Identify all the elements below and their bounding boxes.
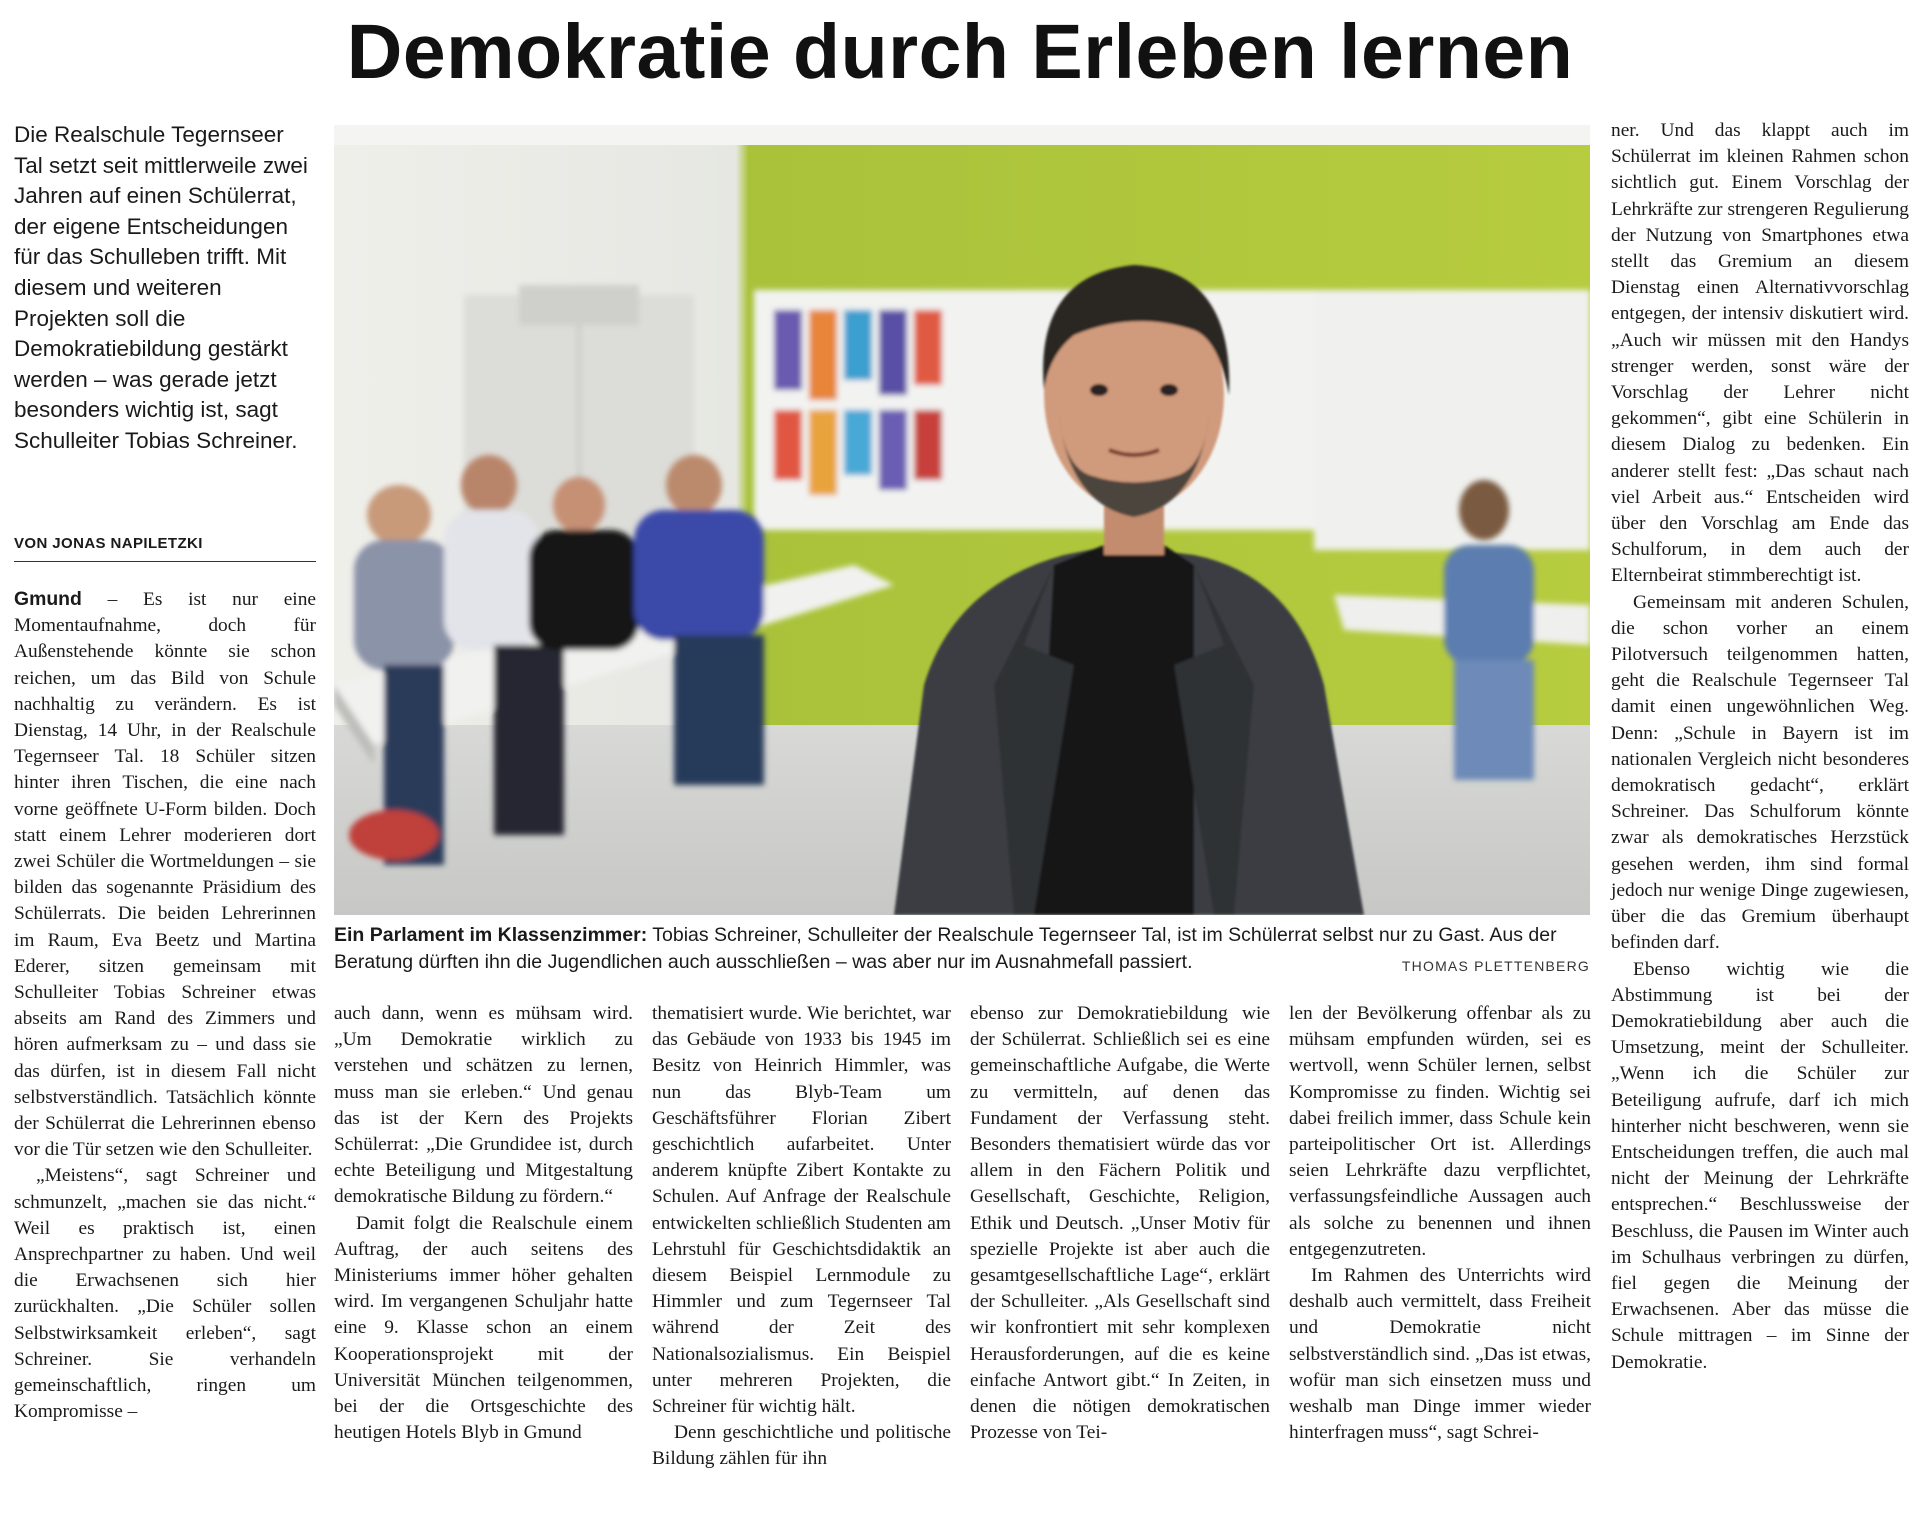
caption-text: Tobias Schreiner, Schulleiter der Realschule Tegernseer Tal, ist im Schülerrat selbst nur zu Gast. Aus der Beratung dürften ihn die Jugendlichen auch ausschließen – was aber nur im Ausnahmefall passiert. [334, 924, 1557, 973]
paragraph: „Meistens“, sagt Schreiner und schmunzelt, „machen sie das nicht.“ Weil es praktisch ist, einen Ansprechpartner zu haben. Und weil die Erwachsenen sich hier zurückhalten. „Die Schüler sollen Selbstwirksamkeit erleben“, sagt Schreiner. Sie verhandeln gemeinschaftlich, ringen um Kompromisse – [14, 1165, 316, 1423]
photo-credit: THOMAS PLETTENBERG [1401, 958, 1590, 974]
classroom-photo-illustration [334, 125, 1590, 915]
paragraph: Denn geschichtliche und politische Bildung zählen für ihn [652, 1422, 951, 1470]
article-column-5 [1289, 1001, 1591, 1446]
paragraph: len der Bevölkerung offenbar als zu mühsam empfunden würden, sei es wertvoll, wenn Schüler lernen, selbst Kompromisse zu finden. Wichtig sei dabei freilich immer, dass Schule kein parteipolitischer Ort ist. Allerdings seien Lehrkräfte dazu verpflichtet, verfassungsfeindliche Aussagen auch als solche zu benennen und ihnen entgegenzutreten. [1289, 1003, 1591, 1260]
article-column-6 [1611, 118, 1909, 1376]
article-column-1 [14, 586, 316, 1426]
paragraph: thematisiert wurde. Wie berichtet, war das Gebäude von 1933 bis 1945 im Besitz von Heinrich Himmler, was nun das Blyb-Team um Geschäftsführer Florian Zibert geschichtlich aufarbeitet. Unter anderem knüpfte Zibert Kontakte zu Schulen. Auf Anfrage der Realschule entwickelten schließlich Studenten am Lehrstuhl für Geschichtsdidaktik an diesem Beispiel Lernmodule zu Himmler und zum Tegernseer Tal während der Zeit des Nationalsozialismus. Ein Beispiel unter mehreren Projekten, die Schreiner für wichtig hält. [652, 1003, 951, 1418]
article-column-2 [334, 1001, 633, 1446]
paragraph-text: – Es ist nur eine Momentaufnahme, doch für Außenstehende könnte sie schon reichen, um das Bild von Schule nachhaltig zu verändern. Es ist Dienstag, 14 Uhr, in der Realschule Tegernseer Tal. 18 Schüler sitzen hinter ihren Tischen, die eine nach vorne geöffnete U-Form bilden. Doch statt einem Lehrer moderieren dort zwei Schüler die Wortmeldungen – sie bilden das sogenannte Präsidium des Schülerrats. Die beiden Lehrerinnen im Raum, Eva Beetz und Martina Ederer, sitzen gemeinsam mit Schulleiter Tobias Schreiner etwas abseits am Rand des Zimmers und hören aufmerksam zu – und dass sie das dürfen, ist in diesem Fall nicht selbstverständlich. Tatsächlich könnte der Schülerrat die Lehrerinnen ebenso vor die Tür setzen wie den Schulleiter. [14, 589, 316, 1161]
paragraph: Damit folgt die Realschule einem Auftrag, der auch seitens des Ministeriums immer höher gehalten wird. Im vergangenen Schuljahr hatte eine 9. Klasse schon an einem Kooperationsprojekt mit der Universität München teilgenommen, bei der die Ortsgeschichte des heutigen Hotels Blyb in Gmund [334, 1212, 633, 1444]
article-photo [334, 125, 1590, 915]
headline: Demokratie durch Erleben lernen [346, 9, 1574, 95]
paragraph: Gemeinsam mit anderen Schulen, die schon vorher an einem Pilotversuch teilgenommen hatten, geht die Realschule Tegernseer Tal damit einen ungewöhnlichen Weg. Denn: „Schule in Bayern ist im nationalen Vergleich nicht besonderes demokratisch gedacht“, erklärt Schreiner. Das Schulforum könnte zwar als demokratisches Herzstück gesehen werden, ihm sind formal jedoch nur wenige Dinge zugewiesen, über die das Gremium überhaupt befinden darf. [1611, 591, 1909, 954]
caption-title: Ein Parlament im Klassenzimmer: [334, 924, 648, 946]
article-lead: Die Realschule Tegernseer Tal setzt seit mittlerweile zwei Jahren auf einen Schülerrat, der eigene Entscheidungen für das Schulleben trifft. Mit diesem und weiteren Projekten soll die Demokratiebildung gestärkt werden – was gerade jetzt besonders wichtig ist, sagt Schulleiter Tobias Schreiner. [14, 122, 308, 453]
paragraph [14, 586, 316, 1163]
article-column-4 [970, 1001, 1270, 1446]
byline: VON JONAS NAPILETZKI [14, 535, 316, 562]
paragraph: auch dann, wenn es mühsam wird. „Um Demokratie wirklich zu verstehen und schätzen zu lernen, muss man sie erleben.“ Und genau das ist der Kern des Projekts Schülerrat: „Die Grundidee ist, durch echte Beteiligung und Mitgestaltung demokratische Bildung zu fördern.“ [334, 1003, 633, 1208]
paragraph: Im Rahmen des Unterrichts wird deshalb auch vermittelt, dass Freiheit und Demokratie nicht selbstverständlich sind. „Das ist etwas, wofür man sich einsetzen muss und weshalb man Dinge immer wieder hinterfragen muss“, sagt Schrei- [1289, 1265, 1591, 1444]
dateline: Gmund [14, 588, 82, 610]
paragraph: Ebenso wichtig wie die Abstimmung ist bei der Demokratiebildung aber auch die Umsetzung, meint der Schulleiter. „Wenn ich die Schüler zur Beteiligung aufrufe, darf ich mich hinterher nicht beschweren, wenn sie Entscheidungen treffen, die auch mal nicht der Meinung der Lehrkräfte entsprechen.“ Beschlussweise der Beschluss, die Pausen im Winter auch im Schulhaus verbringen zu dürfen, fiel gegen die Meinung der Erwachsenen. Aber das müsse die Schule mittragen – im Sinne der Demokratie. [1611, 958, 1909, 1373]
photo-caption [334, 922, 1590, 980]
paragraph: ebenso zur Demokratiebildung wie der Schülerrat. Schließlich sei es eine gemeinschaftliche Aufgabe, die Werte zu vermitteln, auf denen das Fundament der Verfassung steht. Besonders thematisiert würde das vor allem in den Fächern Politik und Gesellschaft, Geschichte, Religion, Ethik und Deutsch. „Unser Motiv für spezielle Projekte ist aber auch die gesamtgesellschaftliche Lage“, erklärt der Schulleiter. „Als Gesellschaft sind wir konfrontiert mit sehr komplexen Herausforderungen, auf die es keine einfache Antwort gibt.“ In Zeiten, in denen die nötigen demokratischen Prozesse von Tei- [970, 1003, 1270, 1444]
article-column-3 [652, 1001, 951, 1473]
paragraph: ner. Und das klappt auch im Schülerrat im kleinen Rahmen schon sichtlich gut. Einem Vorschlag der Lehrkräfte zur strengeren Regulierung der Nutzung von Smartphones etwa stellt das Gremium an diesem Dienstag einen Alternativvorschlag entgegen, der intensiv diskutiert wird. „Auch wir müssen mit den Handys strenger werden, sonst wäre der Vorschlag der Lehrer nicht gekommen“, gibt eine Schülerin in diesem Dialog zu bedenken. Ein anderer stellt fest: „Das schaut nach viel Arbeit aus.“ Entscheiden wird über den Vorschlag am Ende das Schulforum, in dem auch der Elternbeirat stimmberechtigt ist. [1611, 120, 1909, 587]
